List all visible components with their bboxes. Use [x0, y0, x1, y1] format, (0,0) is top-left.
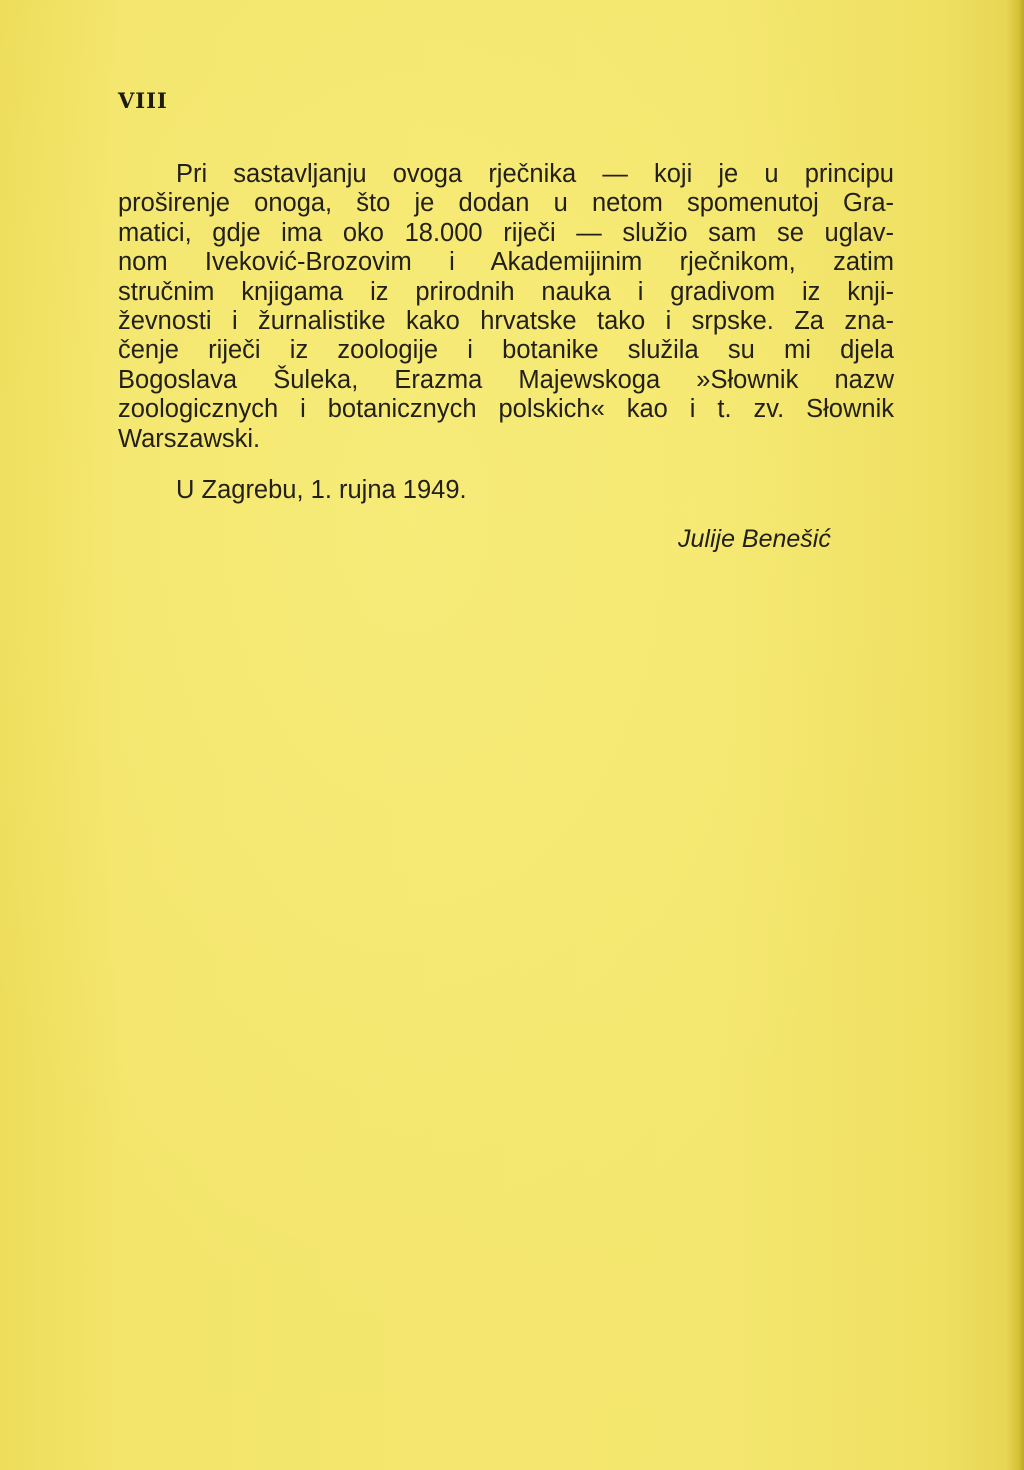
- paragraph-line: ževnosti i žurnalistike kako hrvatske tako i srpske. Za zna-: [118, 306, 894, 335]
- page-edge-shadow: [1006, 0, 1024, 1470]
- paragraph-line: proširenje onoga, što je dodan u netom spomenutoj Gra-: [118, 189, 894, 218]
- paragraph-line: stručnim knjigama iz prirodnih nauka i gradivom iz knji-: [118, 277, 894, 306]
- preface-paragraph: [118, 160, 894, 454]
- paragraph-line: matici, gdje ima oko 18.000 riječi — služio sam se uglav-: [118, 218, 894, 247]
- paragraph-line: zoologicznych i botanicznych polskich« kao i t. zv. Słownik: [118, 395, 894, 424]
- author-signature: Julije Benešić: [678, 525, 831, 553]
- paragraph-line: čenje riječi iz zoologije i botanike služila su mi djela: [118, 336, 894, 365]
- paragraph-line: nom Iveković-Brozovim i Akademijinim rječnikom, zatim: [118, 248, 894, 277]
- paragraph-line: Pri sastavljanju ovoga rječnika — koji je u principu: [176, 160, 894, 188]
- place-and-date: U Zagrebu, 1. rujna 1949.: [176, 476, 467, 504]
- paragraph-line: Bogoslava Šuleka, Erazma Majewskoga »Słownik nazw: [118, 365, 894, 394]
- page-number: VIII: [118, 88, 168, 113]
- paragraph-line: Warszawski.: [118, 424, 261, 453]
